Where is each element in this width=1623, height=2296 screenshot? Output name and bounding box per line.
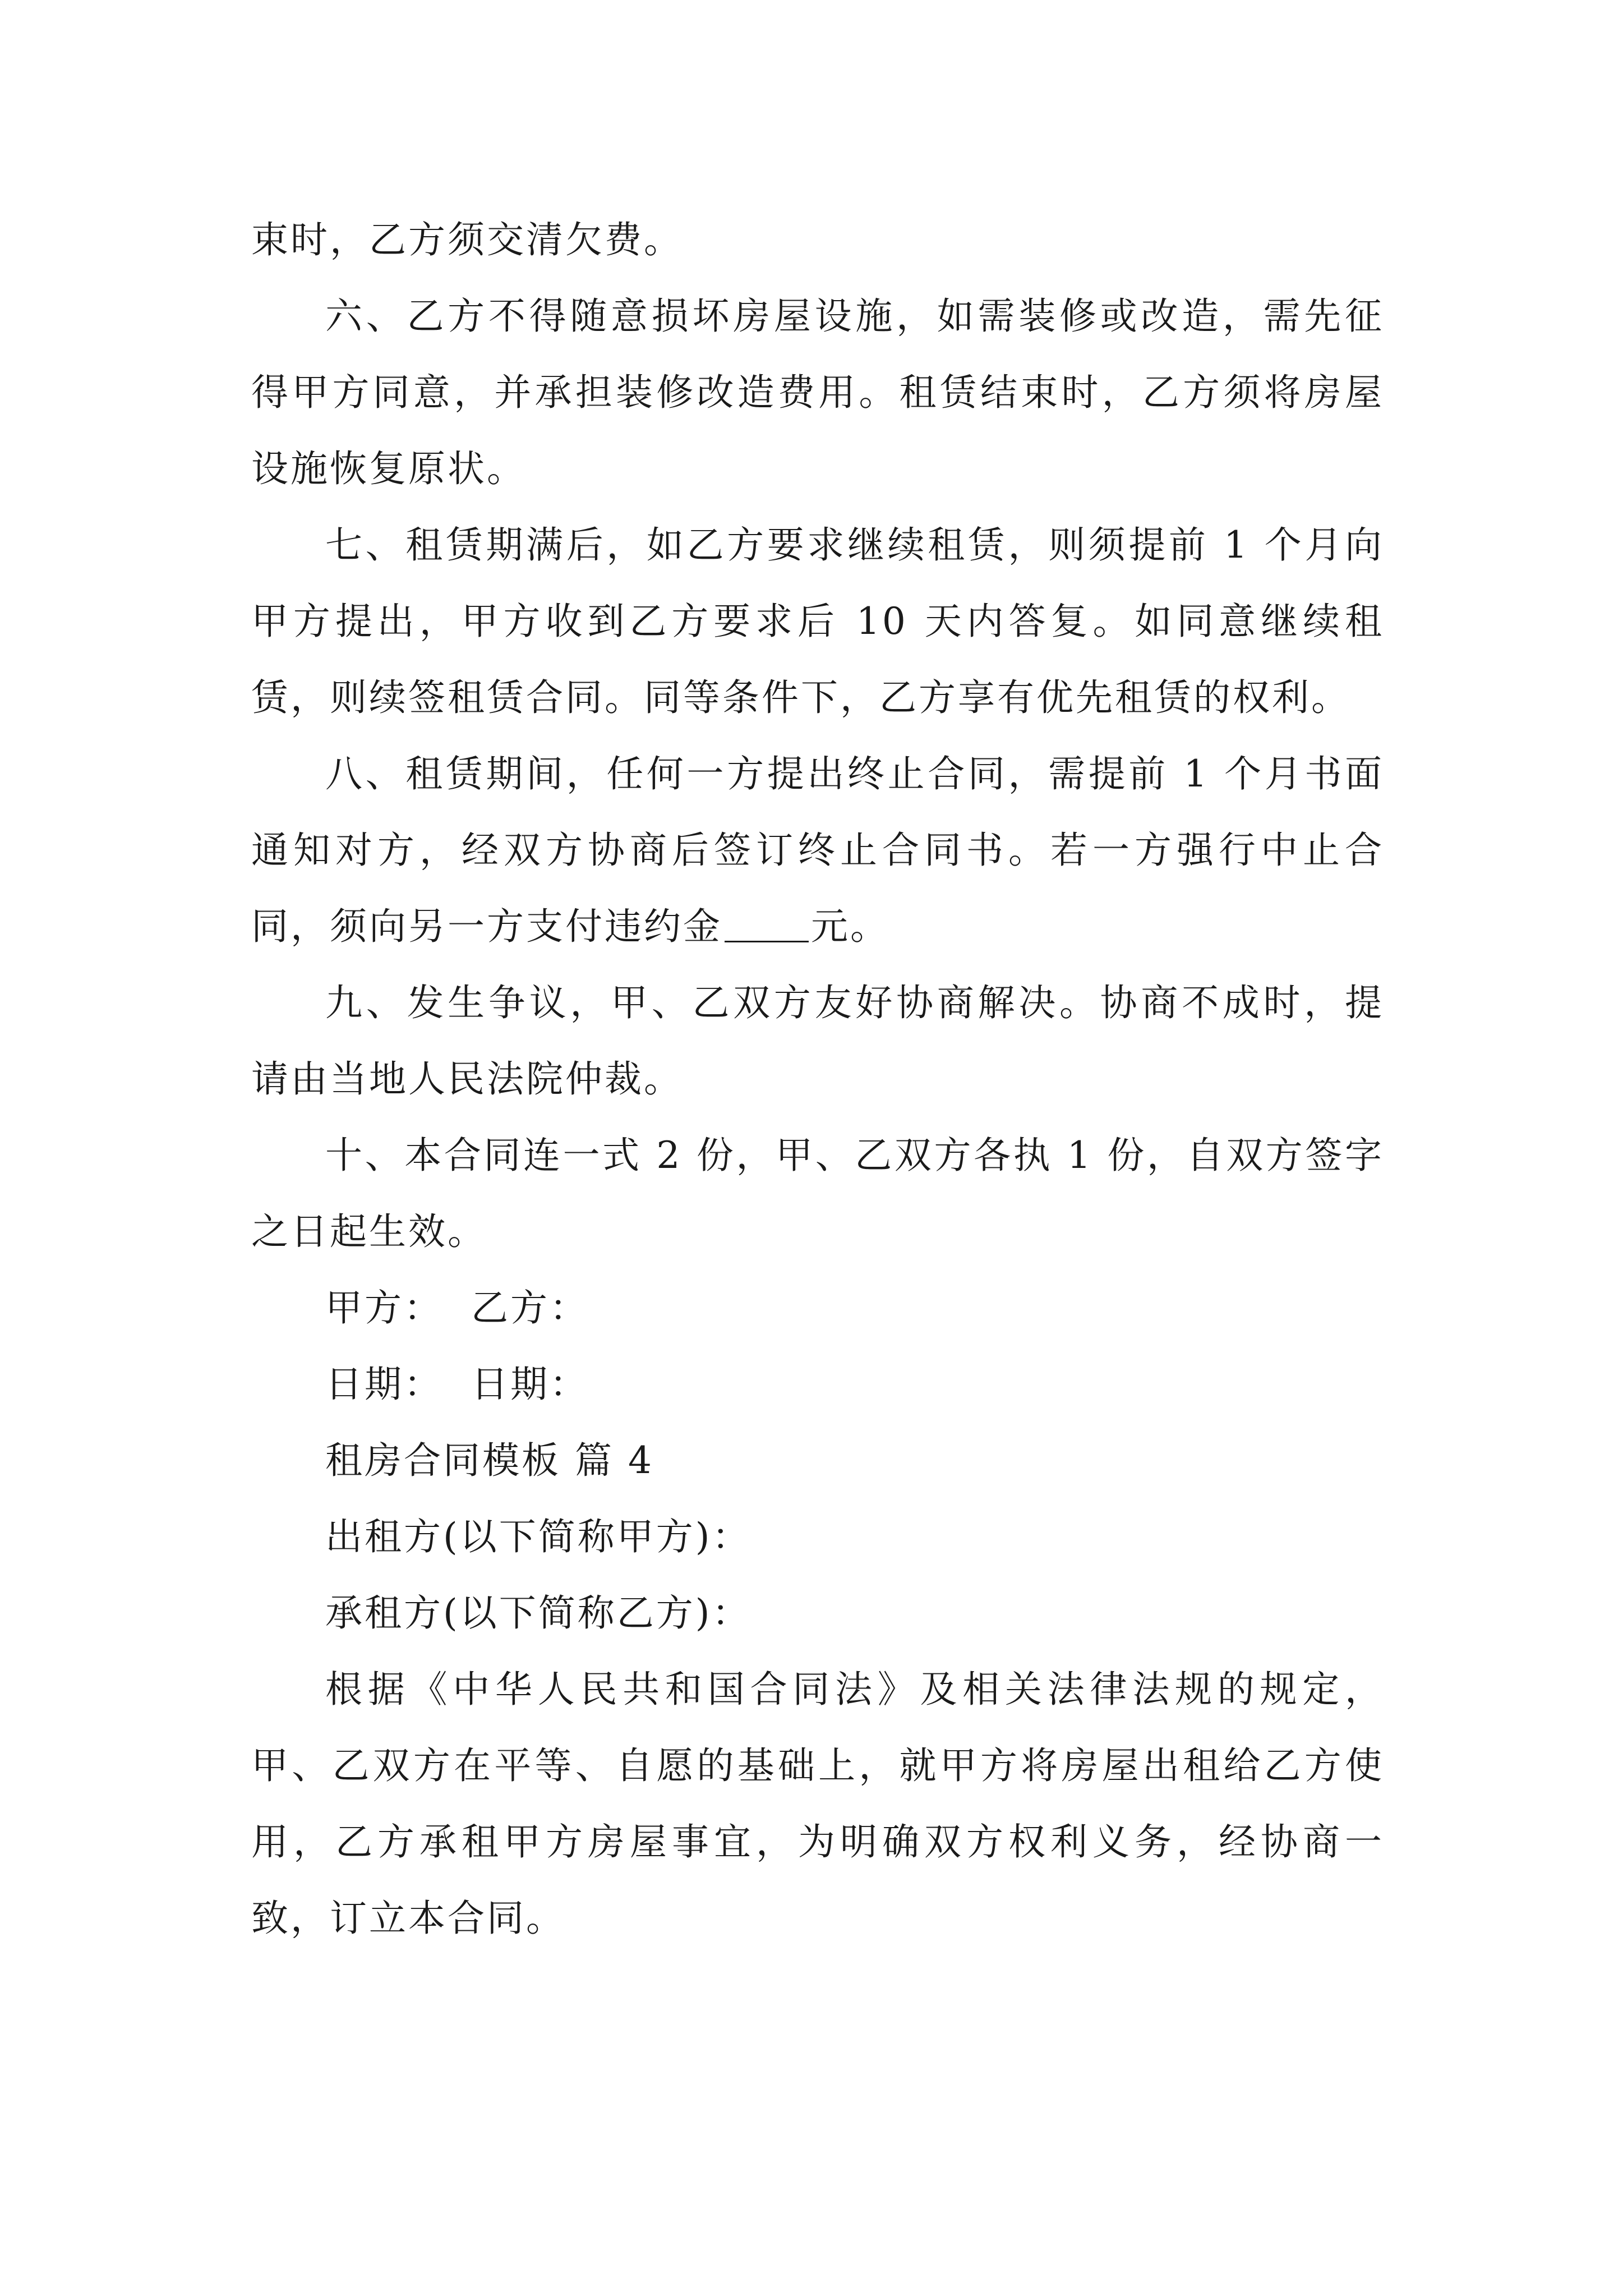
paragraph-continuation: 束时，乙方须交清欠费。	[251, 218, 683, 261]
date-b-label: 日期：	[471, 1363, 589, 1406]
clause-10: 十、本合同连一式 2 份，甲、乙双方各执 1 份，自双方签字之日起生效。	[251, 1134, 1384, 1253]
clause-8	[251, 736, 1384, 965]
party-a-label: 甲方：	[325, 1286, 443, 1329]
lessor-line: 出租方(以下简称甲方)：	[325, 1515, 751, 1558]
penalty-amount-blank	[725, 904, 809, 942]
document-body	[251, 202, 1384, 1957]
clause-7: 七、租赁期满后，如乙方要求继续租赁，则须提前 1 个月向甲方提出，甲方收到乙方要求后 10 天内答复。如同意继续租赁，则续签租赁合同。同等条件下，乙方享有优先租赁的权利。	[251, 523, 1384, 719]
party-b-label: 乙方：	[471, 1286, 589, 1329]
clause-8-text: 八、租赁期间，任何一方提出终止合同，需提前 1 个月书面通知对方，经双方协商后签订终止合同书。若一方强行中止合同，须向另一方支付违约金	[251, 752, 1384, 948]
lessee-line: 承租方(以下简称乙方)：	[325, 1591, 751, 1635]
date-line	[251, 1346, 1384, 1423]
clause-9: 九、发生争议，甲、乙双方友好协商解决。协商不成时，提请由当地人民法院仲裁。	[251, 981, 1384, 1101]
section-title: 租房合同模板 篇 4	[325, 1439, 654, 1482]
clause-8-suffix: 元。	[811, 905, 889, 948]
intro-paragraph: 根据《中华人民共和国合同法》及相关法律法规的规定，甲、乙双方在平等、自愿的基础上，就甲方将房屋出租给乙方使用，乙方承租甲方房屋事宜，为明确双方权利义务，经协商一致，订立本合同。	[251, 1668, 1384, 1940]
clause-6: 六、乙方不得随意损坏房屋设施，如需装修或改造，需先征得甲方同意，并承担装修改造费用。租赁结束时，乙方须将房屋设施恢复原状。	[251, 295, 1384, 490]
date-a-label: 日期：	[325, 1363, 443, 1406]
signature-line	[251, 1270, 1384, 1346]
